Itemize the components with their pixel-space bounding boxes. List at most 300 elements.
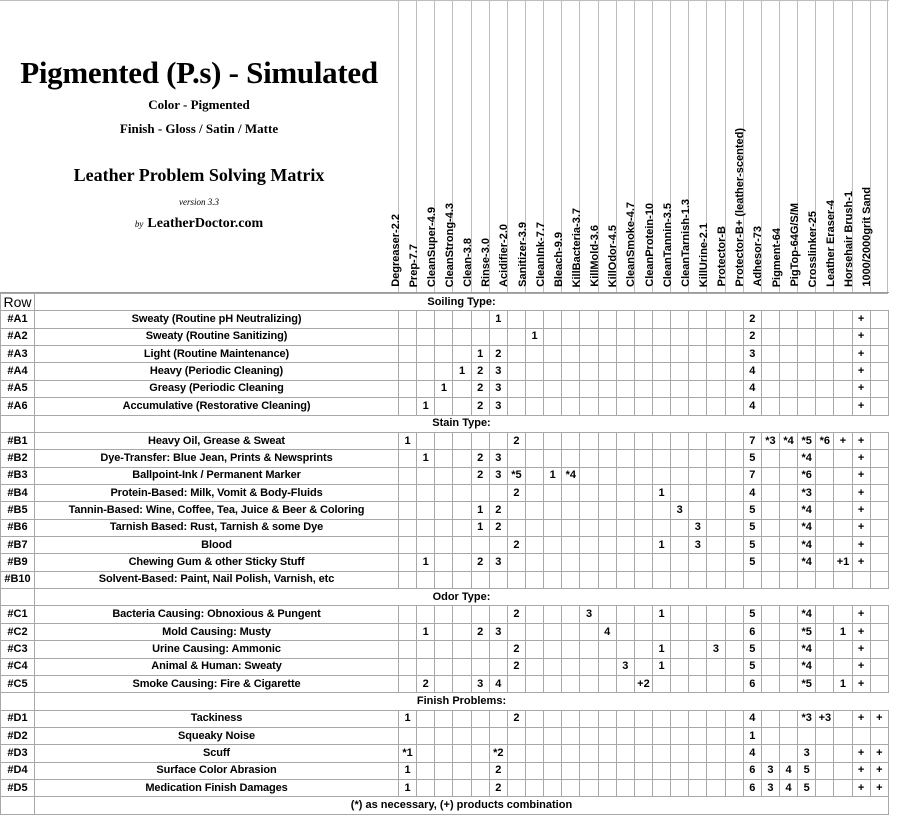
matrix-cell [689,710,707,727]
table-row [1,537,889,554]
matrix-cell: 1 [544,467,562,484]
matrix-cell [870,484,888,501]
matrix-cell [816,571,834,588]
matrix-cell [507,502,525,519]
row-id: #A3 [1,346,35,363]
matrix-cell [489,571,507,588]
row-label: Animal & Human: Sweaty [35,658,399,675]
matrix-cell: *3 [798,484,816,501]
matrix-cell [580,623,598,640]
matrix-cell [562,675,580,692]
matrix-cell [761,571,779,588]
matrix-cell [779,745,797,762]
matrix-cell: 2 [489,519,507,536]
matrix-cell: 2 [489,502,507,519]
matrix-cell [725,710,743,727]
matrix-cell [580,762,598,779]
matrix-cell [653,780,671,797]
row-id: #B3 [1,467,35,484]
matrix-cell: *4 [562,467,580,484]
matrix-cell [616,727,634,744]
matrix-cell [779,502,797,519]
column-header-label: CleanProtein-10 [643,203,656,287]
matrix-cell [689,641,707,658]
matrix-cell [725,658,743,675]
matrix-cell [725,363,743,380]
matrix-cell [671,727,689,744]
matrix-cell: 4 [743,484,761,501]
row-label: Medication Finish Damages [35,780,399,797]
column-header-label: Acidifier-2.0 [498,224,511,287]
footer-blank [1,797,35,814]
matrix-cell [580,675,598,692]
matrix-cell [816,623,834,640]
matrix-cell: 2 [507,710,525,727]
matrix-cell: 5 [743,537,761,554]
row-label: Smoke Causing: Fire & Cigarette [35,675,399,692]
matrix-cell: *4 [779,432,797,449]
row-label: Dye-Transfer: Blue Jean, Prints & Newsprints [35,450,399,467]
matrix-cell [725,432,743,449]
matrix-cell: 4 [489,675,507,692]
matrix-cell [471,328,489,345]
matrix-cell [689,606,707,623]
matrix-cell [544,484,562,501]
matrix-cell [417,762,435,779]
matrix-cell [453,780,471,797]
matrix-cell: 2 [417,675,435,692]
matrix-cell [507,363,525,380]
matrix-cell [562,484,580,501]
matrix-cell [834,519,852,536]
matrix-cell [489,328,507,345]
matrix-cell [471,762,489,779]
matrix-cell [798,727,816,744]
matrix-cell [671,537,689,554]
matrix-cell: 6 [743,780,761,797]
matrix-cell [798,398,816,415]
matrix-cell: *5 [507,467,525,484]
matrix-cell [798,328,816,345]
matrix-cell [417,606,435,623]
matrix-cell [562,554,580,571]
matrix-cell [544,363,562,380]
matrix-cell [507,780,525,797]
matrix-cell: + [852,623,870,640]
matrix-cell [453,762,471,779]
matrix-cell [725,727,743,744]
section-row-id-blank [1,693,35,710]
matrix-cell [798,571,816,588]
matrix-cell: 1 [417,398,435,415]
matrix-cell [435,658,453,675]
matrix-cell [399,484,417,501]
matrix-cell: 3 [489,623,507,640]
matrix-cell: 5 [798,762,816,779]
matrix-cell [526,780,544,797]
matrix-cell [507,450,525,467]
section-header-row [1,693,889,710]
matrix-cell: 3 [707,641,725,658]
matrix-cell [489,606,507,623]
matrix-cell [562,432,580,449]
matrix-cell: 5 [743,450,761,467]
matrix-cell [707,658,725,675]
matrix-cell [634,537,652,554]
matrix-cell: *4 [798,554,816,571]
matrix-cell [399,623,417,640]
matrix-cell [507,762,525,779]
matrix-cell [671,311,689,328]
matrix-cell: *4 [798,658,816,675]
matrix-cell [816,606,834,623]
matrix-cell: *1 [399,745,417,762]
matrix-cell [761,328,779,345]
page-title: Pigmented (P.s) - Simulated [20,55,378,90]
matrix-cell [870,675,888,692]
matrix-cell [870,606,888,623]
matrix-cell: 7 [743,467,761,484]
matrix-cell [653,727,671,744]
matrix-cell [598,363,616,380]
matrix-cell [634,519,652,536]
matrix-cell [598,727,616,744]
matrix-cell [616,554,634,571]
matrix-cell [653,311,671,328]
row-label: Scuff [35,745,399,762]
matrix-cell [562,727,580,744]
matrix-cell: + [852,450,870,467]
matrix-cell [544,311,562,328]
column-header-label: CleanInk-7.7 [534,222,547,287]
table-row [1,780,889,797]
matrix-cell [598,450,616,467]
matrix-cell [399,346,417,363]
matrix-cell [870,537,888,554]
matrix-cell: 3 [489,450,507,467]
matrix-cell [580,554,598,571]
row-label: Chewing Gum & other Sticky Stuff [35,554,399,571]
matrix-cell [562,380,580,397]
matrix-cell [598,745,616,762]
row-label: Heavy Oil, Grease & Sweat [35,432,399,449]
matrix-cell: 1 [399,762,417,779]
matrix-cell [671,745,689,762]
matrix-cell [598,502,616,519]
row-label: Ballpoint-Ink / Permanent Marker [35,467,399,484]
matrix-cell [399,571,417,588]
matrix-cell: *4 [798,606,816,623]
matrix-cell: 2 [471,398,489,415]
matrix-cell [435,710,453,727]
matrix-cell [689,502,707,519]
row-id: #A1 [1,311,35,328]
matrix-cell [707,467,725,484]
matrix-cell: 2 [743,328,761,345]
footer-note: (*) as necessary, (+) products combination [35,797,889,814]
matrix-cell [779,398,797,415]
matrix-cell [634,502,652,519]
matrix-cell [399,467,417,484]
matrix-cell [399,398,417,415]
matrix-cell [870,554,888,571]
matrix-cell [526,710,544,727]
matrix-cell [689,762,707,779]
matrix-cell [544,432,562,449]
table-row [1,745,889,762]
matrix-cell [634,780,652,797]
matrix-cell [526,727,544,744]
matrix-cell: 2 [471,467,489,484]
matrix-cell [435,571,453,588]
matrix-cell [580,519,598,536]
matrix-cell [707,675,725,692]
table-row [1,502,889,519]
matrix-cell: + [852,484,870,501]
matrix-cell [507,380,525,397]
matrix-cell [671,658,689,675]
matrix-cell [834,467,852,484]
matrix-cell [816,380,834,397]
matrix-cell [417,780,435,797]
table-row [1,762,889,779]
matrix-cell [634,710,652,727]
matrix-cell: + [852,311,870,328]
matrix-cell: 4 [779,762,797,779]
matrix-cell: 1 [471,519,489,536]
matrix-cell [526,346,544,363]
problem-matrix-table [0,293,889,815]
matrix-cell: + [852,346,870,363]
matrix-cell [544,450,562,467]
matrix-cell [852,727,870,744]
matrix-cell [761,380,779,397]
column-header-label: KillBacteria-3.7 [570,207,583,287]
matrix-cell [707,727,725,744]
matrix-cell [526,467,544,484]
matrix-cell [526,380,544,397]
matrix-cell [816,328,834,345]
matrix-cell [616,328,634,345]
matrix-cell [779,658,797,675]
matrix-cell [634,346,652,363]
matrix-cell [507,623,525,640]
matrix-cell [870,380,888,397]
matrix-cell [816,311,834,328]
matrix-cell [435,328,453,345]
matrix-cell [725,641,743,658]
matrix-cell [526,398,544,415]
matrix-cell [616,745,634,762]
matrix-cell [453,623,471,640]
matrix-cell [725,450,743,467]
matrix-cell [870,571,888,588]
row-id: #D1 [1,710,35,727]
matrix-cell [834,502,852,519]
matrix-cell [453,710,471,727]
matrix-cell [634,606,652,623]
matrix-cell [834,727,852,744]
matrix-cell: *6 [816,432,834,449]
matrix-cell [689,727,707,744]
matrix-cell [834,745,852,762]
matrix-cell [834,658,852,675]
matrix-cell: 1 [489,311,507,328]
matrix-cell [707,432,725,449]
matrix-cell [580,328,598,345]
matrix-cell: 3 [761,762,779,779]
matrix-cell [544,762,562,779]
matrix-cell: 2 [507,641,525,658]
matrix-cell [562,537,580,554]
matrix-cell [870,519,888,536]
matrix-cell [562,328,580,345]
matrix-cell [689,658,707,675]
matrix-cell [707,311,725,328]
matrix-cell: + [852,762,870,779]
matrix-cell [616,346,634,363]
matrix-cell [453,554,471,571]
row-id: #B5 [1,502,35,519]
matrix-cell [544,554,562,571]
matrix-cell [707,537,725,554]
matrix-cell [653,623,671,640]
row-id: #B2 [1,450,35,467]
matrix-cell [761,467,779,484]
matrix-cell [598,571,616,588]
matrix-cell: 1 [453,363,471,380]
matrix-cell: 3 [489,398,507,415]
matrix-cell [707,328,725,345]
matrix-cell: +3 [816,710,834,727]
matrix-cell: 3 [616,658,634,675]
matrix-cell [471,606,489,623]
matrix-cell [634,484,652,501]
matrix-cell [634,641,652,658]
matrix-cell [671,710,689,727]
matrix-cell [616,363,634,380]
matrix-cell [634,762,652,779]
matrix-cell [435,762,453,779]
matrix-cell [671,467,689,484]
matrix-cell [489,432,507,449]
matrix-cell [761,537,779,554]
matrix-cell [671,554,689,571]
matrix-cell [417,484,435,501]
matrix-cell: 2 [471,554,489,571]
matrix-cell: + [870,780,888,797]
matrix-cell [671,641,689,658]
matrix-cell [417,380,435,397]
matrix-cell [761,363,779,380]
matrix-cell [562,710,580,727]
matrix-cell [489,710,507,727]
matrix-cell [707,710,725,727]
matrix-cell [435,450,453,467]
matrix-cell [870,363,888,380]
matrix-cell: 4 [743,710,761,727]
matrix-cell [598,346,616,363]
row-label: Squeaky Noise [35,727,399,744]
matrix-cell [834,537,852,554]
matrix-cell [399,641,417,658]
row-id: #B9 [1,554,35,571]
matrix-title: Leather Problem Solving Matrix [73,165,325,185]
matrix-cell [707,484,725,501]
matrix-cell [598,328,616,345]
column-header-label: Pigment-64 [770,227,783,287]
matrix-cell [634,727,652,744]
matrix-cell [580,311,598,328]
matrix-cell [435,346,453,363]
row-label: Solvent-Based: Paint, Nail Polish, Varnish, etc [35,571,399,588]
matrix-cell [471,780,489,797]
matrix-cell [725,311,743,328]
matrix-cell [779,727,797,744]
matrix-cell [526,450,544,467]
column-header-label: KillOdor-4.5 [607,224,620,287]
color-line: Color - Pigmented [148,97,250,112]
row-id: #C4 [1,658,35,675]
matrix-cell [471,641,489,658]
matrix-cell [580,363,598,380]
matrix-cell [689,675,707,692]
row-id: #C3 [1,641,35,658]
row-id: #C1 [1,606,35,623]
matrix-cell [798,363,816,380]
matrix-cell [779,623,797,640]
matrix-cell [634,745,652,762]
matrix-cell [779,554,797,571]
row-label: Greasy (Periodic Cleaning [35,380,399,397]
matrix-cell: *4 [798,641,816,658]
matrix-cell [562,450,580,467]
row-label: Heavy (Periodic Cleaning) [35,363,399,380]
section-row-id-blank [1,415,35,432]
matrix-cell: 3 [743,346,761,363]
matrix-cell [761,675,779,692]
matrix-cell: 1 [653,606,671,623]
matrix-cell [634,623,652,640]
matrix-cell [870,727,888,744]
matrix-cell [507,519,525,536]
column-header-label: 1000/2000grit Sand [860,187,873,287]
matrix-cell [870,641,888,658]
matrix-cell: *4 [798,519,816,536]
version-label: version 3.3 [179,197,219,207]
matrix-cell [598,311,616,328]
matrix-cell: 1 [435,380,453,397]
column-header-label: CleanStrong-4.3 [443,202,456,287]
matrix-cell [471,311,489,328]
matrix-cell [834,311,852,328]
matrix-cell: + [852,398,870,415]
table-row [1,363,889,380]
matrix-cell: 3 [471,675,489,692]
matrix-cell [598,398,616,415]
matrix-cell [798,311,816,328]
matrix-cell: 5 [743,502,761,519]
matrix-cell [671,623,689,640]
matrix-cell: 1 [834,675,852,692]
matrix-cell [417,658,435,675]
matrix-cell [544,502,562,519]
author-line [0,216,398,232]
matrix-cell [816,537,834,554]
matrix-cell [399,675,417,692]
column-header-label: Sanitizer-3.9 [516,222,529,287]
matrix-cell [798,380,816,397]
